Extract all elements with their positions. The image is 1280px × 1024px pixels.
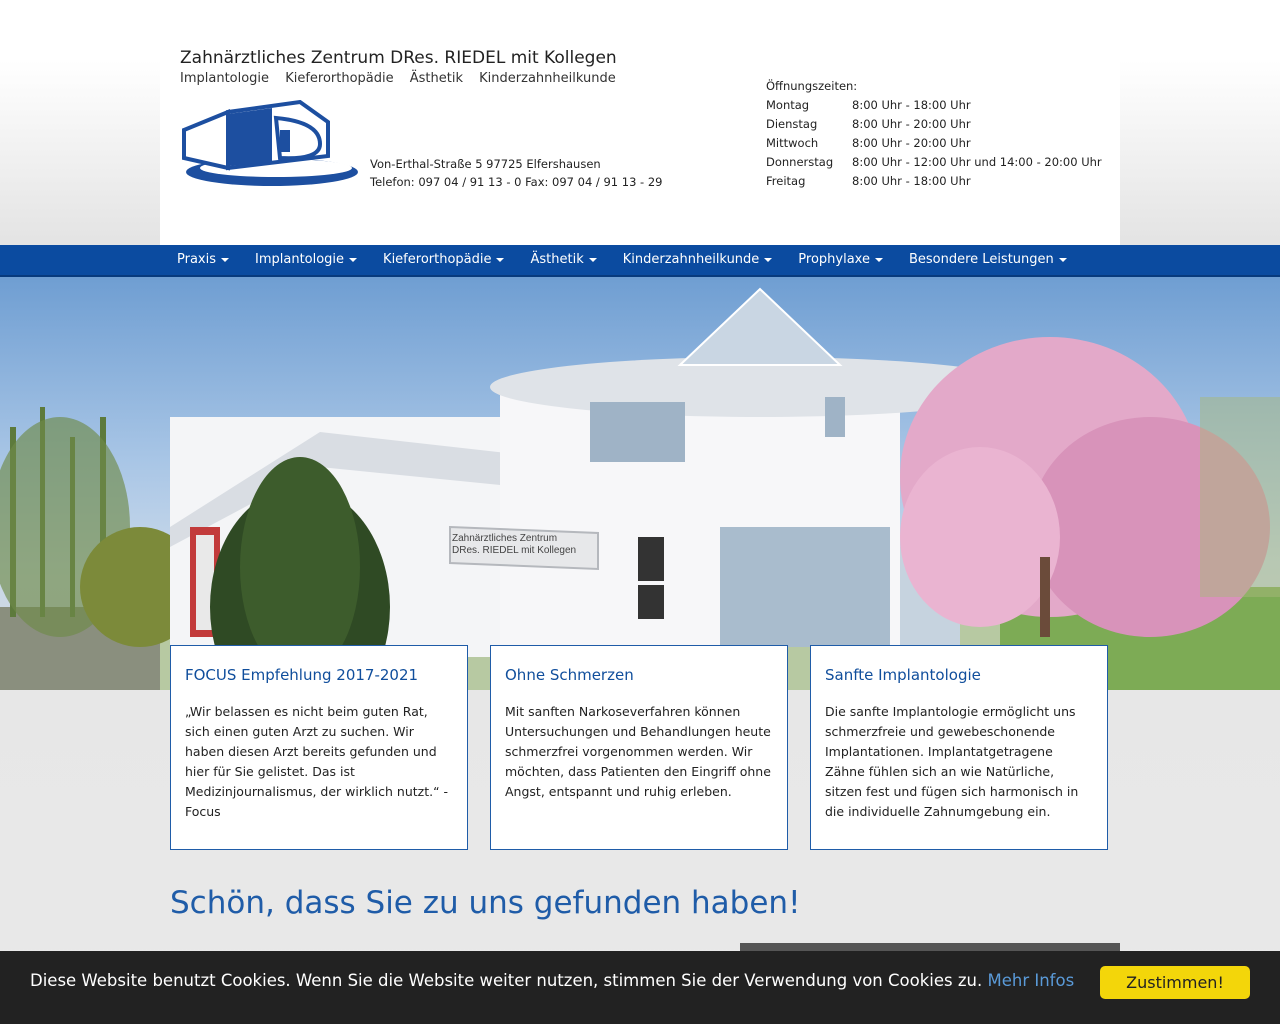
- nav-item-aesthetik[interactable]: [530, 245, 596, 275]
- hours-row: [766, 115, 1102, 134]
- card-focus: [170, 645, 468, 850]
- hours-time: 8:00 Uhr - 12:00 Uhr und 14:00 - 20:00 Uhr: [852, 155, 1102, 169]
- hours-day: Freitag: [766, 174, 806, 188]
- caret-down-icon: [1059, 258, 1067, 262]
- phone-line: Telefon: 097 04 / 91 13 - 0 Fax: 097 04 / 91 13 - 29: [370, 175, 663, 189]
- nav-item-kieferorthopaedie[interactable]: [383, 245, 504, 275]
- nav-item-implantologie[interactable]: [255, 245, 357, 275]
- nav-label: Praxis: [177, 252, 216, 267]
- card-ohne-schmerzen: [490, 645, 788, 850]
- clinic-logo[interactable]: [180, 100, 360, 192]
- building-sign-line2: DRes. RIEDEL mit Kollegen: [452, 545, 577, 556]
- opening-hours: [766, 77, 1102, 191]
- hours-day: Mittwoch: [766, 136, 819, 150]
- card-body: Mit sanften Narkoseverfahren können Untersuchungen und Behandlungen heute schmerzfrei vorgenommen werden. Wir möchten, dass Patienten den Eingriff ohne Angst, entspannt und ruhig erleben.: [505, 704, 771, 799]
- cookie-accept-button[interactable]: Zustimmen!: [1100, 966, 1250, 999]
- hours-row: [766, 96, 1102, 115]
- nav-label: Ästhetik: [530, 252, 584, 267]
- building-sign-line1: Zahnärztliches Zentrum: [452, 533, 558, 544]
- nav-item-praxis[interactable]: [177, 245, 229, 275]
- nav-item-kinderzahnheilkunde[interactable]: [623, 245, 773, 275]
- hours-row: [766, 172, 1102, 191]
- nav-item-besondere-leistungen[interactable]: [909, 245, 1067, 275]
- hours-day: Dienstag: [766, 117, 818, 131]
- site-title[interactable]: Zahnärztliches Zentrum DRes. RIEDEL mit Kollegen: [180, 48, 617, 68]
- address-line: Von-Erthal-Straße 5 97725 Elfershausen: [370, 157, 601, 171]
- welcome-heading: Schön, dass Sie zu uns gefunden haben!: [170, 885, 801, 921]
- hero-image: [0, 277, 1280, 690]
- hours-row: [766, 134, 1102, 153]
- subnav-aesthetik[interactable]: Ästhetik: [409, 71, 464, 86]
- nav-item-prophylaxe[interactable]: [798, 245, 883, 275]
- nav-label: Kieferorthopädie: [383, 252, 492, 267]
- hours-time: 8:00 Uhr - 20:00 Uhr: [852, 117, 971, 131]
- hero-building-illustration: [0, 277, 1280, 690]
- hours-day: Donnerstag: [766, 155, 834, 169]
- hours-time: 8:00 Uhr - 18:00 Uhr: [852, 98, 971, 112]
- caret-down-icon: [764, 258, 772, 262]
- caret-down-icon: [875, 258, 883, 262]
- caret-down-icon: [589, 258, 597, 262]
- subnav-kieferorthopaedie[interactable]: Kieferorthopädie: [285, 71, 394, 86]
- caret-down-icon: [349, 258, 357, 262]
- card-body: Die sanfte Implantologie ermöglicht uns schmerzfreie und gewebeschonende Implantationen. Implantatgetragene Zähne fühlen sich an wie Natürliche, sitzen fest und fügen sich harmonisch in die individuelle Zahnumgebung ein.: [825, 704, 1079, 819]
- address-block: [370, 155, 662, 191]
- hours-time: 8:00 Uhr - 18:00 Uhr: [852, 174, 971, 188]
- nav-label: Besondere Leistungen: [908, 252, 1054, 267]
- cookie-more-info-link[interactable]: Mehr Infos: [987, 971, 1075, 990]
- caret-down-icon: [221, 258, 229, 262]
- card-title[interactable]: Ohne Schmerzen: [491, 646, 787, 690]
- caret-down-icon: [496, 258, 504, 262]
- hours-time: 8:00 Uhr - 20:00 Uhr: [852, 136, 971, 150]
- cookie-banner: [0, 951, 1280, 1024]
- card-title[interactable]: FOCUS Empfehlung 2017-2021: [171, 646, 467, 690]
- hours-title: Öffnungszeiten:: [766, 79, 858, 93]
- site-header: [160, 0, 1120, 245]
- card-sanfte-implantologie: [810, 645, 1108, 850]
- card-title[interactable]: Sanfte Implantologie: [811, 646, 1107, 690]
- hours-row: [766, 153, 1102, 172]
- nav-label: Implantologie: [255, 252, 345, 267]
- hours-day: Montag: [766, 98, 810, 112]
- header-subnav: [180, 71, 628, 86]
- nav-label: Kinderzahnheilkunde: [622, 252, 760, 267]
- nav-label: Prophylaxe: [798, 252, 870, 267]
- main-navigation: [0, 245, 1280, 277]
- subnav-kinderzahnheilkunde[interactable]: Kinderzahnheilkunde: [479, 71, 616, 86]
- cookie-message: [30, 972, 1075, 990]
- subnav-implantologie[interactable]: Implantologie: [180, 71, 270, 86]
- card-body: „Wir belassen es nicht beim guten Rat, sich einen guten Arzt zu suchen. Wir haben diesen Arzt bereits gefunden und hier für Sie gelistet. Das ist Medizinjournalismus, der wirklich nutzt.“ - Focus: [185, 704, 449, 819]
- cookie-text: Diese Website benutzt Cookies. Wenn Sie die Website weiter nutzen, stimmen Sie der Verwendung von Cookies zu.: [30, 971, 983, 990]
